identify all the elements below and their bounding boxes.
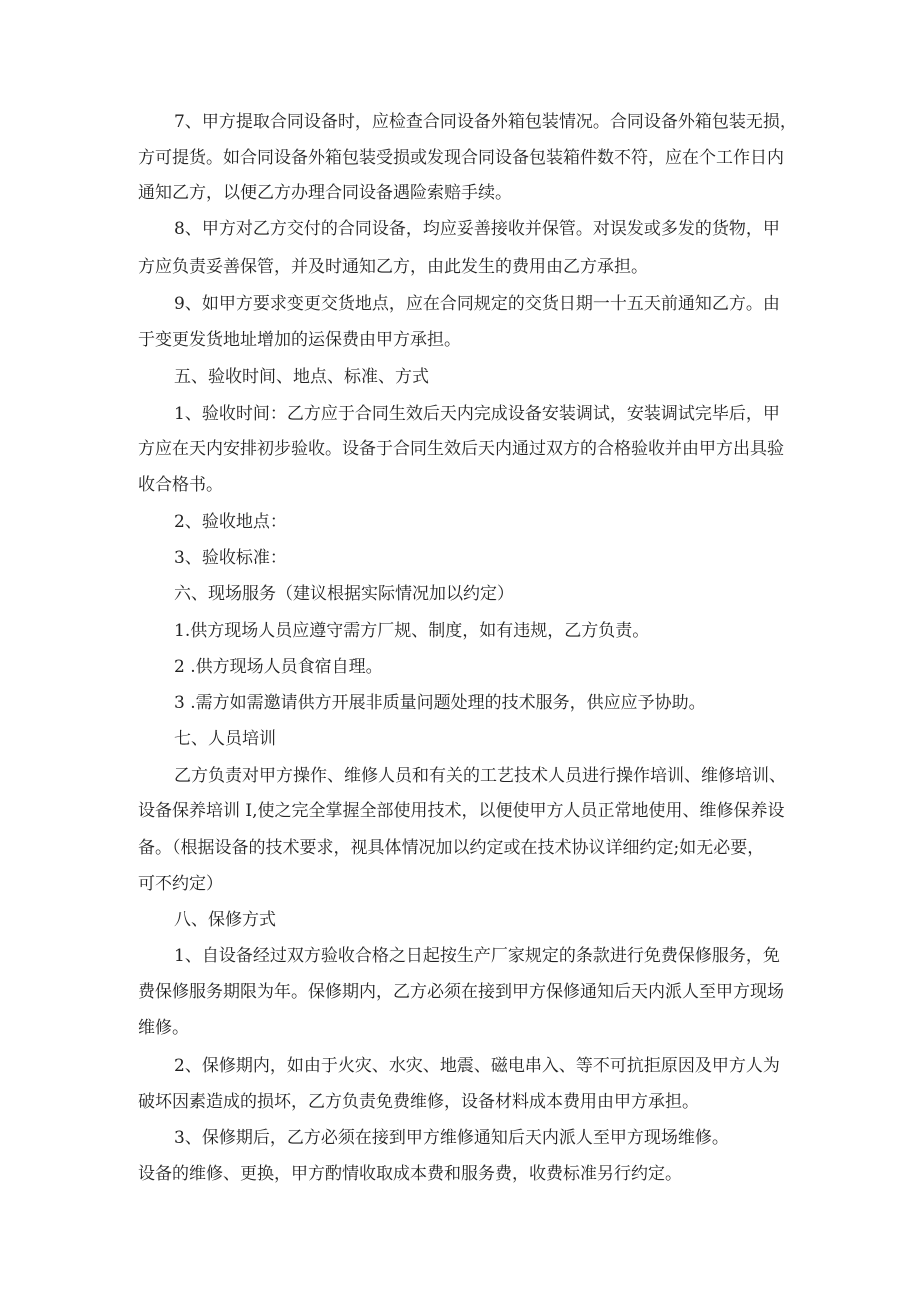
- text-line: 1.供方现场人员应遵守需方厂规、制度，如有违规，乙方负责。: [174, 621, 650, 641]
- text-line: 2、保修期内，如由于火灾、水灾、地震、磁电串入、等不可抗拒原因及甲方人为: [174, 1056, 780, 1076]
- text-line: 设备保养培训 I,使之完全掌握全部使用技术，以便使甲方人员正常地使用、维修保养设: [138, 801, 785, 821]
- text-line: 费保修服务期限为年。保修期内，乙方必须在接到甲方保修通知后天内派人至甲方现场: [138, 982, 784, 1002]
- text-line: 维修。: [138, 1018, 189, 1038]
- section-heading: 五、验收时间、地点、标准、方式: [174, 367, 429, 387]
- text-line: 3、验收标准：: [174, 548, 287, 568]
- text-line: 2 .供方现场人员食宿自理。: [174, 657, 383, 677]
- text-line: 1、自设备经过双方验收合格之日起按生产厂家规定的条款进行免费保修服务，免: [174, 946, 780, 966]
- text-line: 9、如甲方要求变更交货地点，应在合同规定的交货日期一十五天前通知乙方。由: [174, 294, 780, 314]
- text-line: 备。（根据设备的技术要求，视具体情况加以约定或在技术协议详细约定;如无必要，: [138, 838, 765, 858]
- text-line: 3、保修期后，乙方必须在接到甲方维修通知后天内派人至甲方现场维修。: [174, 1128, 729, 1148]
- text-line: 于变更发货地址增加的运保费由甲方承担。: [138, 330, 461, 350]
- text-line: 1、验收时间：乙方应于合同生效后天内完成设备安装调试，安装调试完毕后，甲: [174, 404, 780, 424]
- section-heading: 六、现场服务（建议根据实际情况加以约定）: [174, 584, 514, 604]
- text-line: 方可提货。如合同设备外箱包装受损或发现合同设备包装箱件数不符，应在个工作日内: [138, 148, 784, 168]
- text-line: 乙方负责对甲方操作、维修人员和有关的工艺技术人员进行操作培训、维修培训、: [174, 766, 786, 786]
- text-line: 8、甲方对乙方交付的合同设备，均应妥善接收并保管。对误发或多发的货物，甲: [174, 219, 780, 239]
- section-heading: 七、人员培训: [174, 729, 276, 749]
- text-line: 可不约定）: [138, 874, 223, 894]
- text-line: 方应负责妥善保管，并及时通知乙方，由此发生的费用由乙方承担。: [138, 257, 648, 277]
- text-line: 2、验收地点：: [174, 512, 287, 532]
- text-line: 破坏因素造成的损坏，乙方负责免费维修，设备材料成本费用由甲方承担。: [138, 1092, 699, 1112]
- text-line: 通知乙方，以便乙方办理合同设备遇险索赔手续。: [138, 183, 512, 203]
- text-line: 设备的维修、更换，甲方酌情收取成本费和服务费，收费标准另行约定。: [138, 1164, 682, 1184]
- text-line: 3 .需方如需邀请供方开展非质量问题处理的技术服务，供应应予协助。: [174, 693, 706, 713]
- text-line: 收合格书。: [138, 475, 223, 495]
- section-heading: 八、保修方式: [174, 910, 276, 930]
- text-line: 7、甲方提取合同设备时，应检查合同设备外箱包装情况。合同设备外箱包装无损，: [174, 112, 797, 132]
- text-line: 方应在天内安排初步验收。设备于合同生效后天内通过双方的合格验收并由甲方出具验: [138, 439, 784, 459]
